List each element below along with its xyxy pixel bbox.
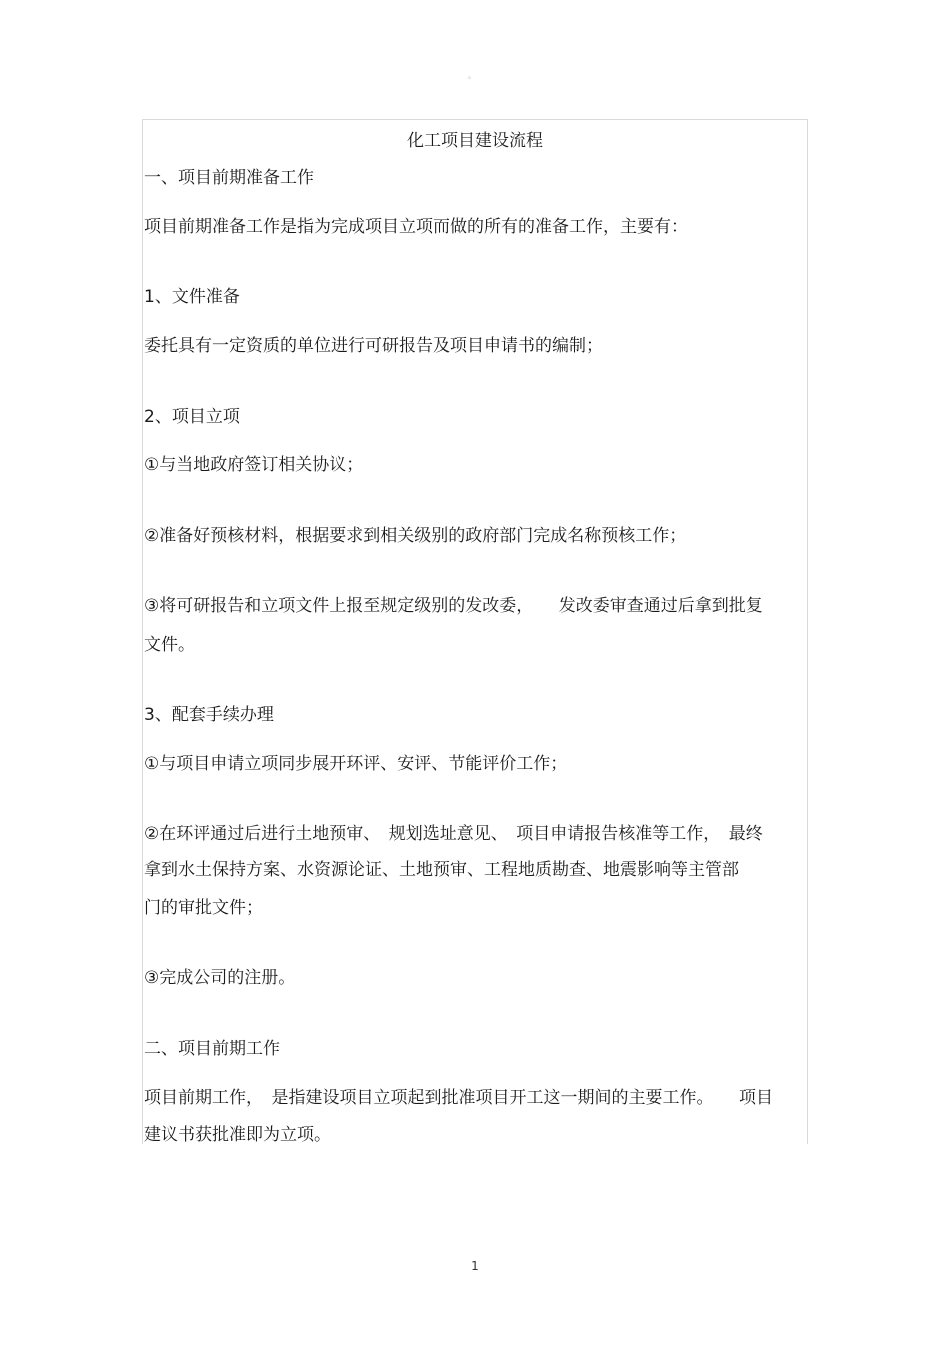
- list-item: ①与项目申请立项同步展开环评、安评、节能评价工作；: [144, 754, 568, 774]
- paragraph-file-prep: 委托具有一定资质的单位进行可研报告及项目申请书的编制；: [144, 336, 603, 356]
- subheading-3: 3、配套手续办理: [144, 705, 274, 725]
- list-item: ③完成公司的注册。: [144, 968, 296, 988]
- subheading-1: 1、文件准备: [144, 287, 240, 307]
- paragraph-preliminary-continuation: 建议书获批准即为立项。: [144, 1125, 331, 1145]
- list-item: ②在环评通过后进行土地预审、 规划选址意见、 项目申请报告核准等工作， 最终: [144, 824, 763, 844]
- section-heading-1: 一、项目前期准备工作: [144, 168, 314, 188]
- subheading-2: 2、项目立项: [144, 407, 240, 427]
- list-item: ③将可研报告和立项文件上报至规定级别的发改委， 发改委审查通过后拿到批复: [144, 596, 763, 616]
- list-item: ①与当地政府签订相关协议；: [144, 455, 364, 475]
- section-heading-2: 二、项目前期工作: [144, 1039, 280, 1059]
- header-mark: 。: [468, 71, 476, 80]
- paragraph-intro: 项目前期准备工作是指为完成项目立项而做的所有的准备工作，主要有：: [144, 217, 688, 237]
- list-item-continuation: 文件。: [144, 635, 195, 655]
- page-number: 1: [471, 1259, 479, 1273]
- document-title: 化工项目建设流程: [407, 131, 543, 151]
- list-item-continuation: 拿到水土保持方案、水资源论证、土地预审、工程地质勘查、地震影响等主管部: [144, 860, 739, 880]
- list-item: ②准备好预核材料，根据要求到相关级别的政府部门完成名称预核工作；: [144, 526, 687, 546]
- paragraph-preliminary: 项目前期工作， 是指建设项目立项起到批准项目开工这一期间的主要工作。 项目: [144, 1088, 773, 1108]
- list-item-continuation: 门的审批文件；: [144, 898, 263, 918]
- page-frame: [142, 119, 808, 1144]
